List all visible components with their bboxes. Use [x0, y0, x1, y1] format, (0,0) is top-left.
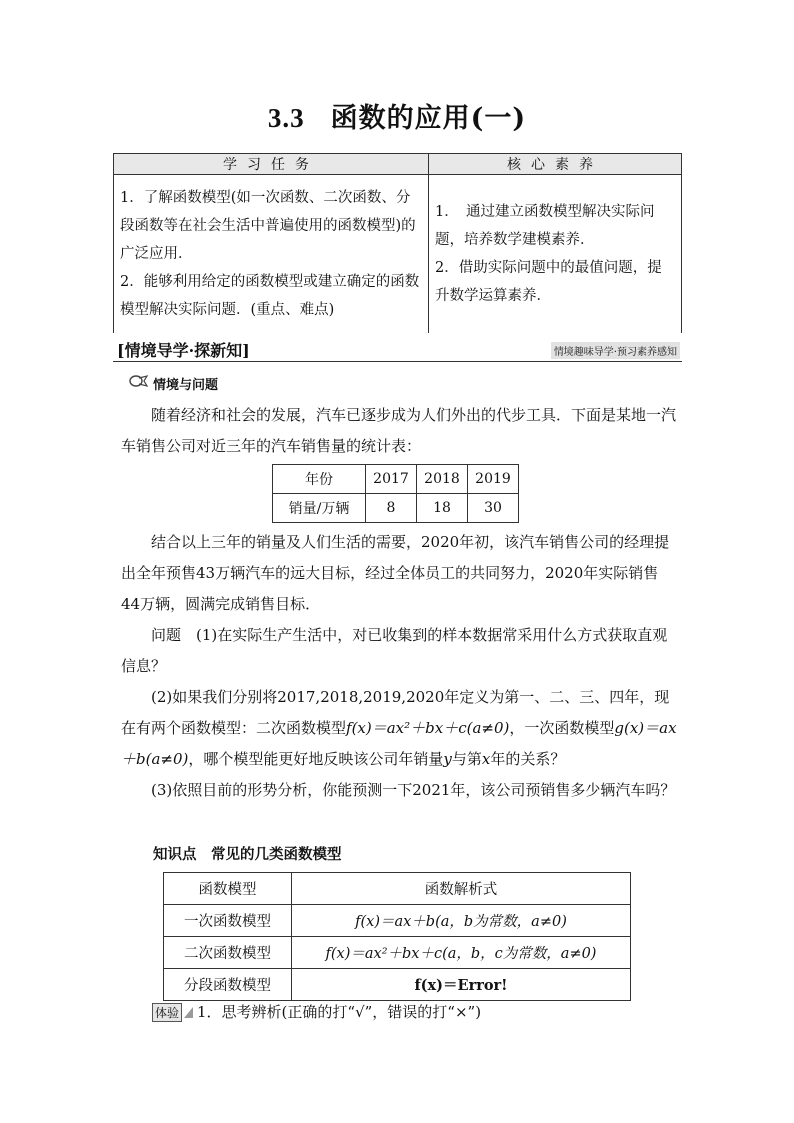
q2-text-e: 年的关系？ — [490, 750, 566, 768]
model-formula — [292, 937, 631, 969]
q2-text-b: ，一次函数模型 — [509, 719, 615, 737]
section-number: 3.3 — [267, 103, 305, 133]
core-literacy-header: 核心素养 — [429, 154, 682, 175]
question-1: 问题 (1)在实际生产生活中，对已收集到的样本数据常采用什么方式获取直观信息？ — [121, 626, 668, 675]
q2-text-c: ，哪个模型能更好地反映该公司年销量 — [188, 750, 444, 768]
objectives-table — [113, 153, 682, 333]
q2-text-a: (2)如果我们分别将2017,2018,2019,2020年定义为第一、二、三、四年，现在有两个函数模型：二次函数模型 — [121, 688, 670, 737]
model-name: 二次函数模型 — [164, 937, 292, 969]
formula-text: f(x)＝ax＋b(a，b为常数，a≠0) — [355, 914, 567, 930]
sales-table — [272, 464, 519, 523]
scene-icon — [129, 374, 149, 388]
core-literacy-cell — [429, 175, 682, 334]
function-models-table — [163, 872, 631, 1001]
target-paragraph: 结合以上三年的销量及人们生活的需要，2020年初，该汽车销售公司的经理提出全年预售43万辆汽车的远大目标，经过全体员工的共同努力，2020年实际销售44万辆，圆满完成销售目标． — [121, 533, 670, 613]
sales-row2-label: 销量/万辆 — [273, 494, 366, 523]
section-tag: 情境趣味导学·预习素养感知 — [551, 342, 680, 359]
sales-value-cell: 8 — [366, 494, 417, 523]
learning-tasks-cell — [114, 175, 429, 334]
linear-model-formula: g(x)＝ax＋b(a≠0) — [121, 719, 677, 768]
formula-header: 函数解析式 — [292, 873, 631, 905]
model-header: 函数模型 — [164, 873, 292, 905]
section-name: [情境导学·探新知] — [117, 341, 250, 360]
formula-text: f(x)＝ax²＋bx＋c(a，b，c为常数，a≠0) — [325, 946, 597, 962]
model-name: 一次函数模型 — [164, 905, 292, 937]
year-cell: 2017 — [366, 465, 417, 494]
experience-text: 1．思考辨析(正确的打“√”，错误的打“×”) — [197, 1003, 482, 1021]
quadratic-model-formula: f(x)＝ax²＋bx＋c(a≠0) — [346, 719, 510, 737]
section-header — [113, 337, 682, 362]
scene-label-text: 情境与问题 — [153, 378, 219, 393]
learning-tasks-header: 学习任务 — [114, 154, 429, 175]
year-cell: 2018 — [417, 465, 468, 494]
model-formula — [292, 969, 631, 1001]
sales-value-cell: 18 — [417, 494, 468, 523]
var-x: x — [481, 750, 491, 768]
question-3: (3)依照目前的形势分析，你能预测一下2021年，该公司预销售多少辆汽车吗？ — [151, 781, 676, 799]
model-name: 分段函数模型 — [164, 969, 292, 1001]
var-y: y — [443, 750, 452, 768]
intro-paragraph: 随着经济和社会的发展，汽车已逐步成为人们外出的代步工具．下面是某地一汽车销售公司对近三年的汽车销售量的统计表： — [121, 406, 677, 455]
literacy-item: 1． 通过建立函数模型解决实际问题，培养数学建模素养． — [435, 204, 655, 248]
sales-value-cell: 30 — [468, 494, 519, 523]
sales-row1-label: 年份 — [273, 465, 366, 494]
page-title — [0, 96, 794, 135]
question-2 — [121, 682, 677, 775]
task-item: 1．了解函数模型(如一次函数、二次函数、分段函数等在社会生活中普遍使用的函数模型)的广泛应用． — [120, 190, 416, 262]
q2-text-d: 与第 — [451, 750, 482, 768]
experience-line — [152, 1001, 481, 1022]
year-cell: 2019 — [468, 465, 519, 494]
experience-badge: 体验 — [152, 1003, 182, 1022]
literacy-item: 2．借助实际问题中的最值问题，提升数学运算素养． — [435, 260, 662, 304]
knowledge-point-heading: 知识点 常见的几类函数模型 — [153, 847, 342, 863]
model-formula — [292, 905, 631, 937]
formula-text: f(x)＝Error! — [414, 977, 508, 994]
task-item: 2．能够利用给定的函数模型或建立确定的函数模型解决实际问题．(重点、难点) — [120, 274, 420, 318]
title-text: 函数的应用(一) — [330, 103, 527, 134]
triangle-icon — [184, 1007, 193, 1018]
scene-label — [153, 374, 218, 393]
